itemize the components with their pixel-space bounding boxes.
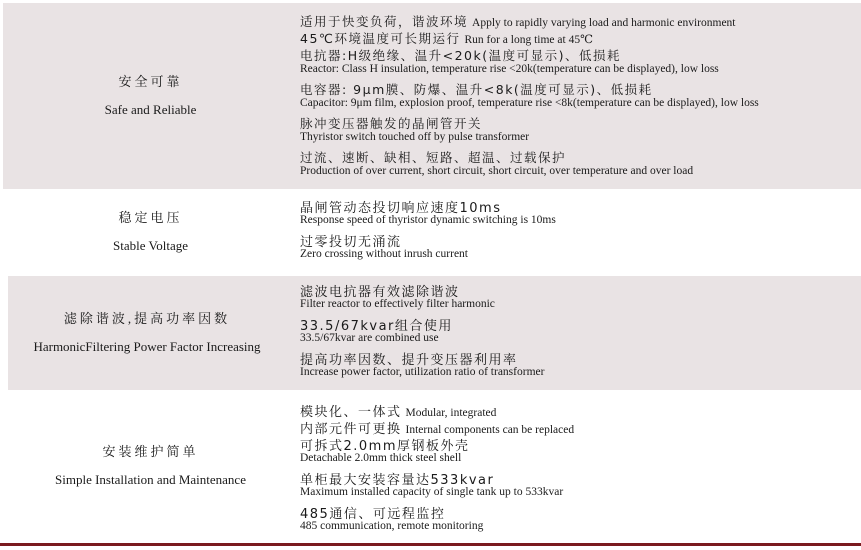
section-title-cn: 安全可靠 [118,74,183,89]
feature-zh: 模块化、一体式 [300,405,402,420]
section-title-en: Safe and Reliable [104,102,197,117]
feature-en: 485 communication, remote monitoring [300,520,484,532]
feature-en: Run for a long time at 45℃ [464,34,593,46]
feature-zh: 33.5/67kvar组合使用 [300,319,453,334]
section-title-cn: 稳定电压 [118,209,183,225]
feature-line [300,29,861,46]
section-title [3,189,298,274]
feature-en: Detachable 2.0mm thick steel shell [300,452,462,464]
section-title-en: Simple Installation and Maintenance [55,472,246,487]
feature-line [300,401,861,418]
feature-list [300,12,861,182]
section-title [3,3,298,189]
section-title [8,276,286,390]
feature-line [300,418,861,435]
feature-zh: 滤波电抗器有效滤除谐波 [300,285,460,300]
feature-zh: 485通信、可远程监控 [300,507,446,522]
feature-zh: 45℃环境温度可长期运行 [300,31,461,46]
section-safe-reliable [3,3,861,189]
feature-zh: 脉冲变压器触发的晶闸管开关 [300,116,483,131]
feature-en: Zero crossing without inrush current [300,248,468,260]
feature-zh: 可拆式2.0mm厚钢板外壳 [300,439,470,454]
feature-en: Internal components can be replaced [405,424,575,436]
feature-zh: 适用于快变负荷，谐波环境 [300,14,469,29]
feature-zh: 电容器: 9μm膜、防爆、温升<8k(温度可显示)、低损耗 [300,82,653,97]
feature-en: Apply to rapidly varying load and harmonic environment [472,17,736,29]
feature-en: Modular, integrated [405,407,497,419]
feature-zh: 过零投切无涌流 [300,235,402,250]
bottom-divider [0,543,861,546]
section-installation-maintenance [3,392,861,540]
section-title-cn: 安装维护简单 [102,444,199,459]
feature-en: Response speed of thyristor dynamic switching is 10ms [300,214,556,226]
section-title-cn: 滤除谐波,提高功率因数 [63,311,231,326]
feature-zh: 内部元件可更换 [300,422,402,437]
feature-en: Capacitor: 9μm film, explosion proof, temperature rise <8k(temperature can be displayed), low loss [300,97,759,109]
feature-en: Reactor: Class H insulation, temperature rise <20k(temperature can be displayed), low loss [300,63,719,75]
feature-zh: 晶闸管动态投切响应速度10ms [300,201,502,216]
feature-en: Thyristor switch touched off by pulse transformer [300,131,530,143]
section-title [3,392,298,540]
section-title-en: Stable Voltage [113,237,188,253]
feature-en: Filter reactor to effectively filter harmonic [300,298,495,310]
feature-list [300,281,861,383]
section-harmonic-filtering [8,276,861,390]
feature-zh: 过流、速断、缺相、短路、超温、过载保护 [300,150,567,165]
feature-list [300,401,861,537]
feature-en: Increase power factor, utilization ratio of transformer [300,366,545,378]
feature-line [300,12,861,29]
section-stable-voltage [3,189,861,274]
feature-en: Maximum installed capacity of single tank up to 533kvar [300,486,564,498]
feature-en: 33.5/67kvar are combined use [300,332,439,344]
feature-list [300,197,861,265]
feature-en: Production of over current, short circuit, short circuit, over temperature and over load [300,165,694,177]
feature-zh: 电抗器:H级绝缘、温升<20k(温度可显示)、低损耗 [300,48,621,63]
feature-zh: 提高功率因数、提升变压器利用率 [300,353,518,368]
feature-zh: 单柜最大安装容量达533kvar [300,473,495,488]
section-title-en: HarmonicFiltering Power Factor Increasing [33,339,261,354]
